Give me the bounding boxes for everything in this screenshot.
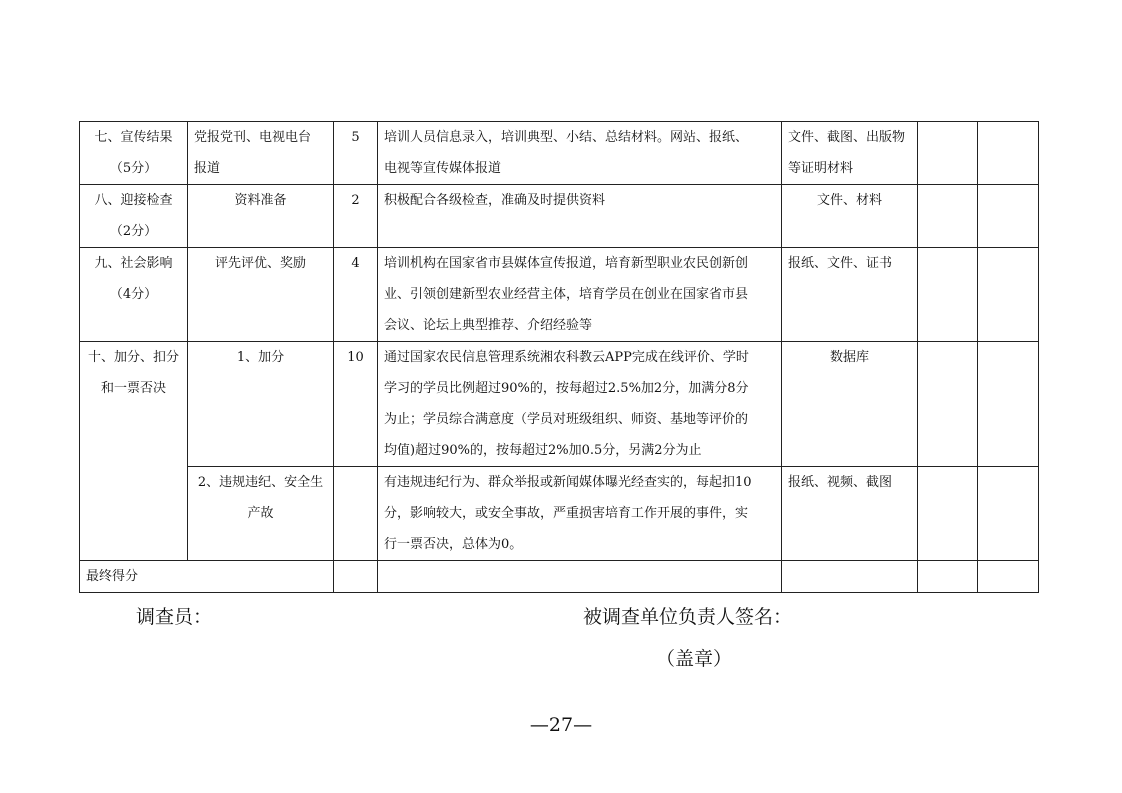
evidence-cell: 数据库 <box>782 342 918 467</box>
final-score-blank[interactable] <box>782 561 918 593</box>
item-cell: 评先评优、奖励 <box>188 248 334 342</box>
blank-score-cell[interactable] <box>918 122 978 185</box>
final-score-row <box>80 561 1039 593</box>
blank-score-cell[interactable] <box>918 248 978 342</box>
blank-score-cell[interactable] <box>918 467 978 561</box>
evidence-cell: 文件、材料 <box>782 185 918 248</box>
item-cell: 1、加分 <box>188 342 334 467</box>
category-cell: 十、加分、扣分 和一票否决 <box>80 342 188 561</box>
page-number: —27— <box>529 714 593 736</box>
final-score-label: 最终得分 <box>80 561 334 593</box>
description-cell: 通过国家农民信息管理系统湘农科教云APP完成在线评价、学时 学习的学员比例超过90%的，按每超过2.5%加2分，加满分8分 为止；学员综合满意度（学员对班级组织、师资、基地等评价的 均值)超过90%的，按每超过2%加0.5分，另满2分为止 <box>378 342 782 467</box>
seal-label: （盖章） <box>656 648 733 670</box>
score-cell: 5 <box>334 122 378 185</box>
table-row <box>80 122 1039 185</box>
item-cell: 党报党刊、电视电台 报道 <box>188 122 334 185</box>
score-cell: 2 <box>334 185 378 248</box>
score-cell: 4 <box>334 248 378 342</box>
blank-score-cell[interactable] <box>918 185 978 248</box>
final-score-blank[interactable] <box>978 561 1039 593</box>
category-cell: 九、社会影响 （4分） <box>80 248 188 342</box>
final-score-blank[interactable] <box>378 561 782 593</box>
description-cell: 培训机构在国家省市县媒体宣传报道，培育新型职业农民创新创 业、引领创建新型农业经营主体，培育学员在创业在国家省市县 会议、论坛上典型推荐、介绍经验等 <box>378 248 782 342</box>
description-cell: 有违规违纪行为、群众举报或新闻媒体曝光经查实的，每起扣10 分，影响较大，或安全事故，严重损害培育工作开展的事件，实 行一票否决，总体为0。 <box>378 467 782 561</box>
blank-remark-cell[interactable] <box>978 342 1039 467</box>
investigator-label: 调查员： <box>136 606 213 628</box>
evidence-cell: 报纸、文件、证书 <box>782 248 918 342</box>
blank-remark-cell[interactable] <box>978 185 1039 248</box>
description-cell: 积极配合各级检查，准确及时提供资料 <box>378 185 782 248</box>
item-cell: 2、违规违纪、安全生 产故 <box>188 467 334 561</box>
blank-remark-cell[interactable] <box>978 248 1039 342</box>
final-score-cell[interactable] <box>334 561 378 593</box>
item-cell: 资料准备 <box>188 185 334 248</box>
blank-score-cell[interactable] <box>918 342 978 467</box>
final-score-blank[interactable] <box>918 561 978 593</box>
table-row <box>80 342 1039 467</box>
description-cell: 培训人员信息录入，培训典型、小结、总结材料。网站、报纸、 电视等宣传媒体报道 <box>378 122 782 185</box>
score-cell <box>334 467 378 561</box>
unit-signature-label: 被调查单位负责人签名： <box>583 606 793 628</box>
table-row <box>80 467 1039 561</box>
blank-remark-cell[interactable] <box>978 122 1039 185</box>
evidence-cell: 报纸、视频、截图 <box>782 467 918 561</box>
evaluation-table <box>79 121 1039 593</box>
category-cell: 七、宣传结果 （5分） <box>80 122 188 185</box>
table-row <box>80 248 1039 342</box>
category-cell: 八、迎接检查 （2分） <box>80 185 188 248</box>
evidence-cell: 文件、截图、出版物 等证明材料 <box>782 122 918 185</box>
table-row <box>80 185 1039 248</box>
blank-remark-cell[interactable] <box>978 467 1039 561</box>
score-cell: 10 <box>334 342 378 467</box>
